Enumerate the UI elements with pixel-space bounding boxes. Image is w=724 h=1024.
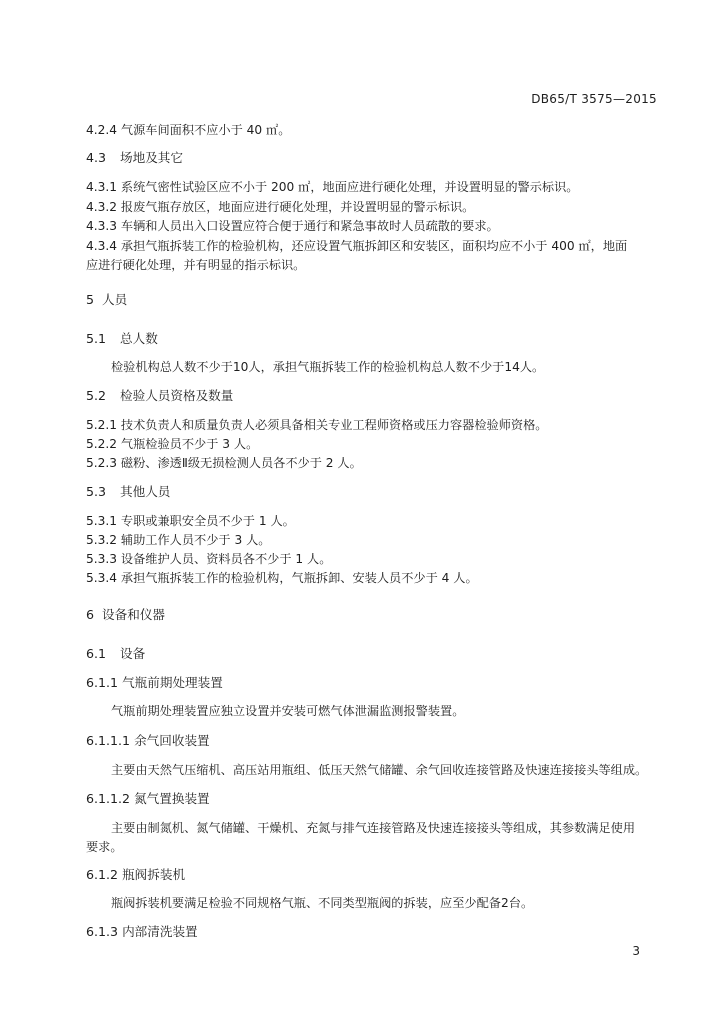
clause-text: 系统气密性试验区应不小于 200 ㎡，地面应进行硬化处理，并设置明显的警示标识。 bbox=[120, 180, 579, 194]
paragraph-6-1-1-1: 主要由天然气压缩机、高压站用瓶组、低压天然气储罐、余气回收连接管路及快速连接接头等组成。 bbox=[111, 763, 648, 777]
paragraph-6-1-2: 瓶阀拆装机要满足检验不同规格气瓶、不同类型瓶阀的拆装，应至少配备2台。 bbox=[111, 896, 534, 910]
subsection-number: 6.1.1.1 bbox=[86, 733, 131, 748]
clause-number: 5.3.1 bbox=[86, 514, 118, 528]
clause-text: 设备维护人员、资料员各不少于 1 人。 bbox=[120, 552, 332, 566]
clause-4-3-2 bbox=[86, 199, 474, 215]
clause-4-3-4 bbox=[86, 238, 627, 254]
section-heading-5-2 bbox=[86, 388, 233, 404]
section-title: 设备 bbox=[120, 646, 146, 661]
clause-number: 4.3.2 bbox=[86, 200, 118, 214]
section-number: 4.3 bbox=[86, 150, 107, 165]
subsection-heading-6-1-2 bbox=[86, 867, 185, 883]
section-heading-5-3 bbox=[86, 484, 170, 500]
clause-4-2-4 bbox=[86, 122, 290, 138]
subsection-title: 氮气置换装置 bbox=[134, 791, 210, 806]
subsection-title: 内部清洗装置 bbox=[122, 924, 198, 939]
clause-text: 辅助工作人员不少于 3 人。 bbox=[120, 533, 271, 547]
section-number: 5.2 bbox=[86, 388, 107, 403]
subsection-heading-6-1-1-2 bbox=[86, 791, 210, 807]
subsection-heading-6-1-3 bbox=[86, 924, 198, 940]
section-title: 其他人员 bbox=[120, 484, 171, 499]
clause-text: 磁粉、渗透Ⅱ级无损检测人员各不少于 2 人。 bbox=[120, 456, 362, 470]
page-number: 3 bbox=[632, 944, 640, 958]
subsection-heading-6-1-1 bbox=[86, 675, 223, 691]
clause-5-3-3 bbox=[86, 551, 331, 567]
clause-text: 报废气瓶存放区，地面应进行硬化处理，并设置明显的警示标识。 bbox=[120, 200, 475, 214]
chapter-heading-5 bbox=[86, 292, 127, 308]
clause-number: 4.3.4 bbox=[86, 239, 118, 253]
subsection-number: 6.1.2 bbox=[86, 867, 119, 882]
standard-code-header: DB65/T 3575—2015 bbox=[531, 92, 657, 106]
clause-number: 5.2.1 bbox=[86, 418, 118, 432]
clause-number: 5.3.3 bbox=[86, 552, 118, 566]
clause-text: 承担气瓶拆装工作的检验机构，气瓶拆卸、安装人员不少于 4 人。 bbox=[120, 571, 478, 585]
clause-4-3-4-continued: 应进行硬化处理，并有明显的指示标识。 bbox=[86, 258, 306, 272]
clause-number: 5.3.2 bbox=[86, 533, 118, 547]
clause-5-3-2 bbox=[86, 532, 270, 548]
paragraph-6-1-1-2-continued: 要求。 bbox=[86, 840, 123, 854]
chapter-number: 5 bbox=[86, 292, 95, 307]
clause-number: 4.3.3 bbox=[86, 219, 118, 233]
section-number: 5.1 bbox=[86, 331, 107, 346]
clause-number: 4.2.4 bbox=[86, 123, 118, 137]
clause-5-2-2 bbox=[86, 436, 258, 452]
clause-text: 气源车间面积不应小于 40 ㎡。 bbox=[120, 123, 291, 137]
paragraph-5-1: 检验机构总人数不少于10人，承担气瓶拆装工作的检验机构总人数不少于14人。 bbox=[111, 360, 545, 374]
clause-4-3-3 bbox=[86, 218, 499, 234]
chapter-title: 人员 bbox=[102, 292, 128, 307]
chapter-number: 6 bbox=[86, 607, 95, 622]
clause-text: 车辆和人员出入口设置应符合便于通行和紧急事故时人员疏散的要求。 bbox=[120, 219, 499, 233]
section-heading-6-1 bbox=[86, 646, 145, 662]
paragraph-6-1-1-2: 主要由制氮机、氮气储罐、干燥机、充氮与排气连接管路及快速连接接头等组成，其参数满足使用 bbox=[111, 821, 636, 835]
clause-text: 承担气瓶拆装工作的检验机构，还应设置气瓶拆卸区和安装区，面积均应不小于 400 ㎡，地面 bbox=[120, 239, 628, 253]
clause-5-3-1 bbox=[86, 513, 295, 529]
clause-text: 气瓶检验员不少于 3 人。 bbox=[120, 437, 259, 451]
subsection-title: 余气回收装置 bbox=[134, 733, 210, 748]
clause-number: 5.2.3 bbox=[86, 456, 118, 470]
section-heading-4-3 bbox=[86, 150, 183, 166]
subsection-title: 气瓶前期处理装置 bbox=[122, 675, 223, 690]
section-title: 场地及其它 bbox=[120, 150, 183, 165]
subsection-heading-6-1-1-1 bbox=[86, 733, 210, 749]
clause-number: 4.3.1 bbox=[86, 180, 118, 194]
subsection-number: 6.1.1 bbox=[86, 675, 119, 690]
section-title: 总人数 bbox=[120, 331, 158, 346]
clause-text: 专职或兼职安全员不少于 1 人。 bbox=[120, 514, 295, 528]
clause-number: 5.2.2 bbox=[86, 437, 118, 451]
clause-number: 5.3.4 bbox=[86, 571, 118, 585]
clause-text: 技术负责人和质量负责人必须具备相关专业工程师资格或压力容器检验师资格。 bbox=[120, 418, 548, 432]
subsection-number: 6.1.3 bbox=[86, 924, 119, 939]
subsection-number: 6.1.1.2 bbox=[86, 791, 131, 806]
clause-5-2-1 bbox=[86, 417, 547, 433]
chapter-title: 设备和仪器 bbox=[102, 607, 165, 622]
clause-5-2-3 bbox=[86, 455, 362, 471]
subsection-title: 瓶阀拆装机 bbox=[122, 867, 186, 882]
section-number: 5.3 bbox=[86, 484, 107, 499]
section-heading-5-1 bbox=[86, 331, 158, 347]
section-number: 6.1 bbox=[86, 646, 107, 661]
clause-4-3-1 bbox=[86, 179, 578, 195]
clause-5-3-4 bbox=[86, 570, 478, 586]
chapter-heading-6 bbox=[86, 607, 165, 623]
section-title: 检验人员资格及数量 bbox=[120, 388, 234, 403]
paragraph-6-1-1: 气瓶前期处理装置应独立设置并安装可燃气体泄漏监测报警装置。 bbox=[111, 704, 465, 718]
